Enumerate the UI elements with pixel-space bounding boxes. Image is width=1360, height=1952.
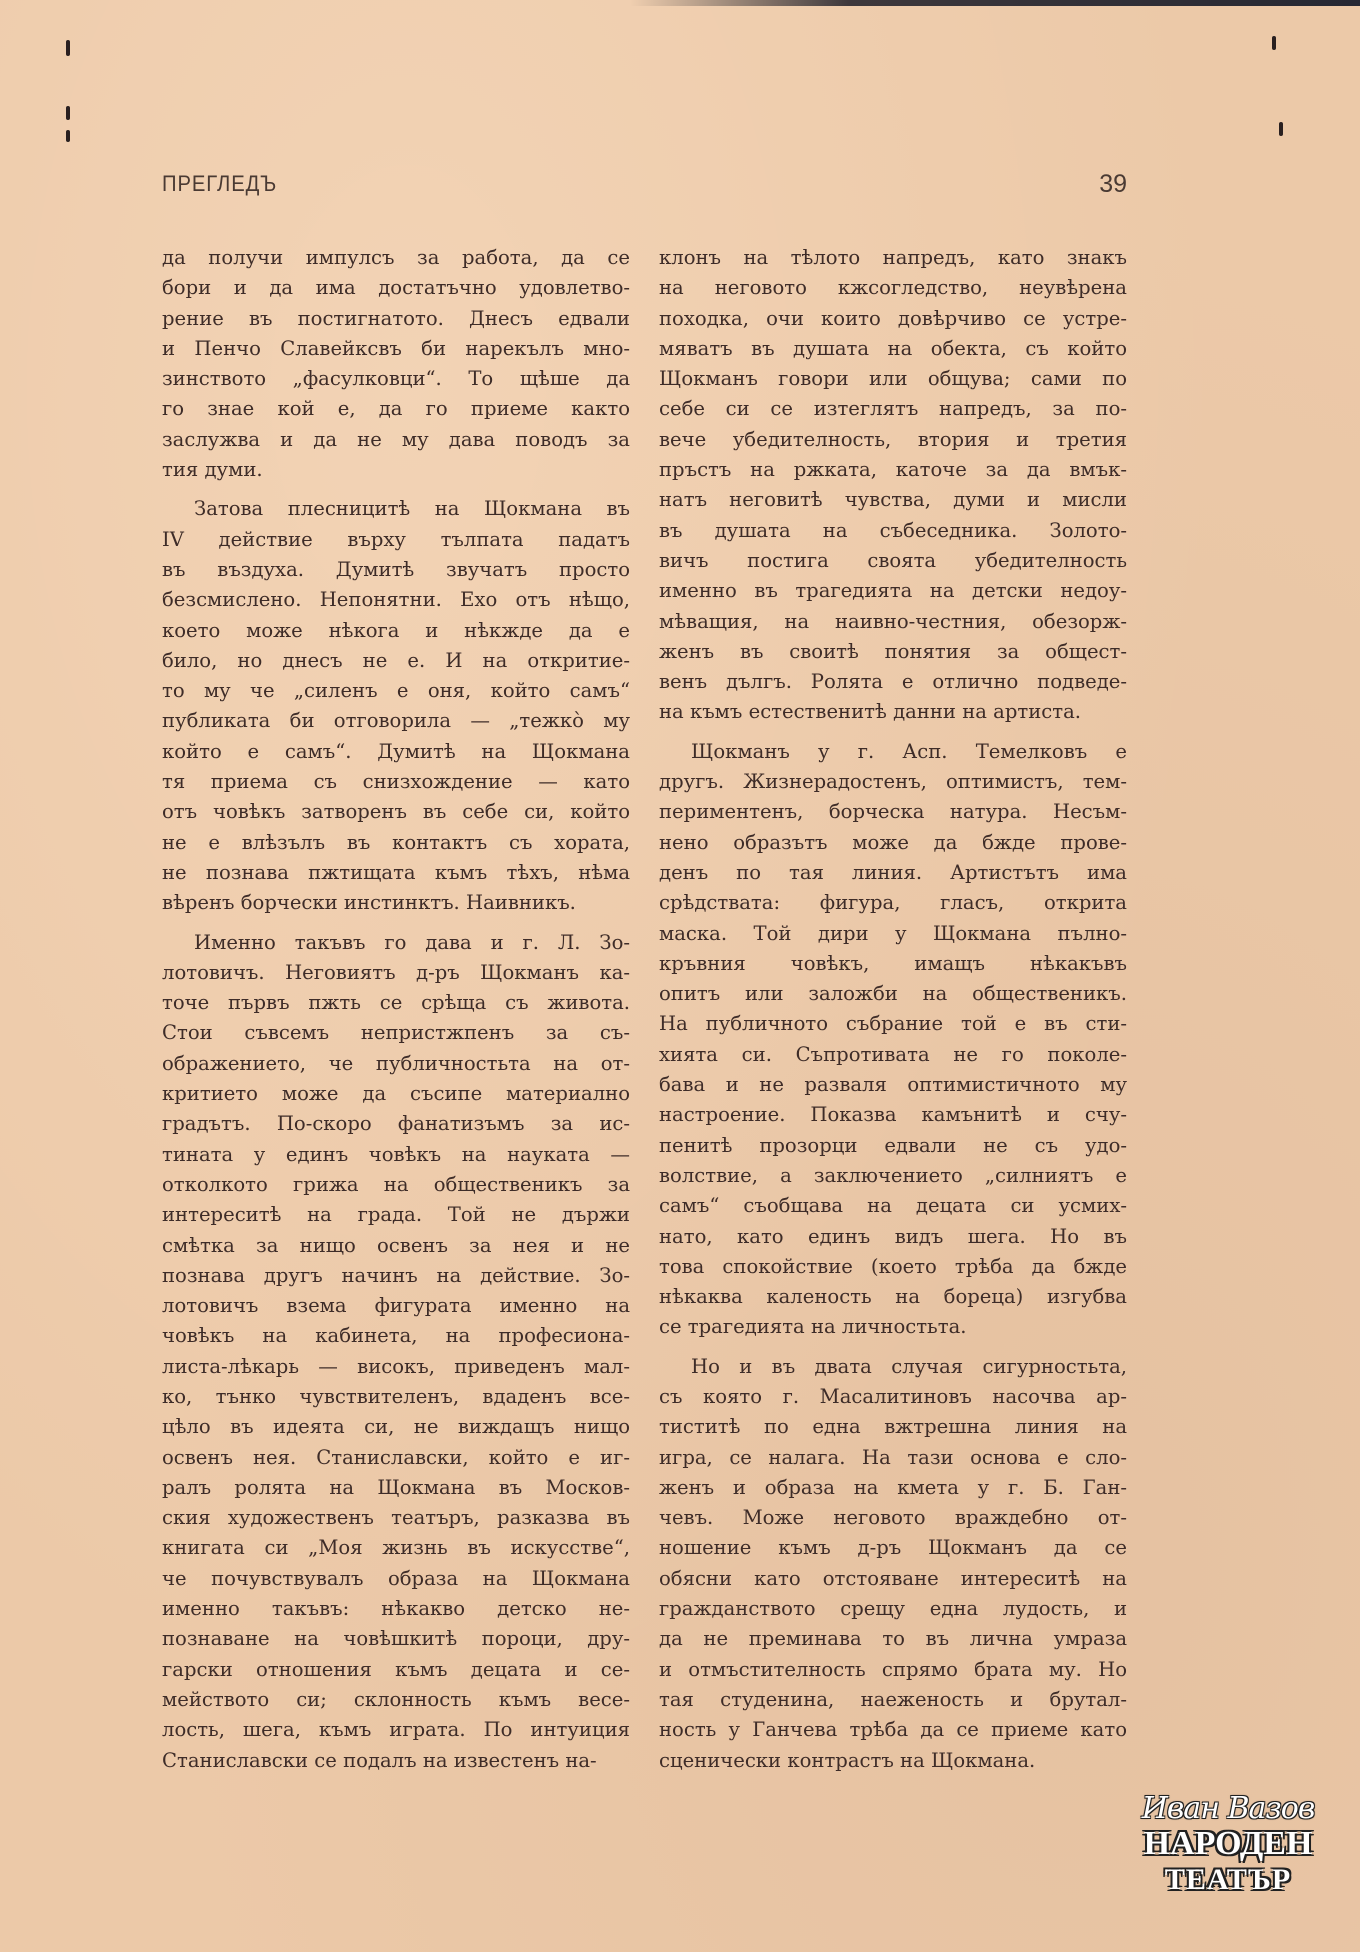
- text-line: женъ въ своитѣ понятия за общест-: [659, 639, 1127, 663]
- national-theatre-logo: [1138, 1792, 1318, 1898]
- text-line: нено образътъ може да бжде прове-: [659, 830, 1127, 854]
- text-line: на къмъ естественитѣ данни на артиста.: [659, 700, 1082, 724]
- text-line: го знае кой е, да го приеме както: [162, 397, 630, 421]
- text-line: маска. Той дири у Щокмана пълно-: [659, 921, 1127, 945]
- text-line: рение въ постигнатото. Днесъ едвали: [162, 306, 630, 330]
- scan-mark: [1279, 122, 1283, 136]
- text-line: въ въздуха. Думитѣ звучатъ просто: [162, 557, 630, 581]
- text-line: критието може да съсипе материално: [162, 1082, 630, 1106]
- text-line: Затова плесницитѣ на Щокмана въ: [194, 497, 630, 521]
- text-line: пенитѣ прозорци едвали не съ удо-: [659, 1133, 1127, 1157]
- text-line: Станиславски се подалъ на известенъ на-: [162, 1748, 597, 1772]
- text-line: самъ“ съобщава на децата си усмих-: [659, 1194, 1127, 1218]
- text-line: вичъ постига своята убедителность: [659, 548, 1127, 572]
- text-line: Стои съвсемъ непристжпенъ за съ-: [162, 1021, 630, 1045]
- text-line: клонъ на тѣлото напредъ, като знакъ: [659, 246, 1127, 269]
- text-line: и Пенчо Славейксвъ би нарекълъ мно-: [162, 336, 630, 360]
- running-head: ПРЕГЛЕДЪ: [162, 171, 278, 196]
- text-line: походка, очи които довѣрчиво се устре-: [659, 306, 1127, 330]
- scan-top-edge: [630, 0, 1360, 6]
- text-line: игра, се налага. На тази основа е сло-: [659, 1445, 1127, 1469]
- text-line: лотовичъ взема фигурата именно на: [162, 1294, 630, 1318]
- logo-line-2: ТЕАТЪР: [1164, 1863, 1292, 1896]
- text-line: се трагедията на личностьта.: [659, 1315, 967, 1339]
- text-line: денъ по тая линия. Артистътъ има: [659, 860, 1127, 884]
- text-line: съ която г. Масалитиновъ насочва ар-: [659, 1384, 1127, 1408]
- text-line: тя приема съ снизхождение — като: [162, 770, 630, 794]
- text-line: ския художественъ театъръ, разказва въ: [162, 1506, 630, 1530]
- scan-mark: [66, 106, 70, 120]
- text-line: нѣкаква каленость на бореца) изгубва: [659, 1285, 1127, 1309]
- text-line: на неговото кжсогледство, неувѣрена: [659, 276, 1127, 300]
- left-column: [162, 243, 630, 1785]
- text-line: ображението, че публичностьта на от-: [162, 1051, 630, 1075]
- text-line: не е влѣзълъ въ контактъ съ хората,: [162, 830, 630, 854]
- text-line: тиститѣ по една вжтрешна линия на: [659, 1415, 1127, 1439]
- paragraph: [659, 1352, 1127, 1776]
- text-line: настроение. Показва камънитѣ и счу-: [659, 1103, 1127, 1127]
- text-line: ность у Ганчева трѣба да се приеме като: [659, 1718, 1127, 1742]
- text-line: че почувствувалъ образа на Щокмана: [162, 1566, 630, 1590]
- text-line: срѣдствата: фигура, гласъ, открита: [659, 891, 1127, 915]
- text-line: човѣкъ на кабинета, на професиона-: [162, 1324, 630, 1348]
- text-line: гражданството срещу една лудость, и: [659, 1597, 1127, 1621]
- paragraph: [162, 928, 630, 1776]
- text-line: заслужва и да не му дава поводъ за: [162, 427, 630, 451]
- text-line: мяватъ въ душата на обекта, съ който: [659, 336, 1127, 360]
- text-line: волствие, а заключението „силниятъ е: [659, 1163, 1127, 1187]
- text-line: Но и въ двата случая сигурностьта,: [691, 1354, 1127, 1378]
- text-line: именно въ трагедията на детски недоу-: [659, 579, 1127, 603]
- text-line: цѣло въ идеята си, не виждащъ нищо: [162, 1415, 630, 1439]
- text-line: хията си. Съпротивата не го поколе-: [659, 1042, 1127, 1066]
- text-line: ко, тънко чувствителенъ, вдаденъ все-: [162, 1384, 630, 1408]
- text-line: книгата си „Моя жизнь въ искусстве“,: [162, 1536, 630, 1560]
- scan-mark: [66, 130, 70, 142]
- text-line: отъ човѣкъ затворенъ въ себе си, който: [162, 800, 630, 824]
- text-line: другъ. Жизнерадостенъ, оптимистъ, тем-: [659, 770, 1127, 794]
- right-column: [659, 243, 1127, 1785]
- text-line: публиката би отговорила — „тежкò му: [162, 709, 630, 733]
- logo-line-1: НАРОДЕН: [1143, 1825, 1313, 1862]
- text-line: и отмъстителность спрямо брата му. Но: [659, 1657, 1127, 1681]
- text-line: нато, като единъ видъ шега. Но въ: [659, 1224, 1127, 1248]
- text-line: гарски отношения къмъ децата и се-: [162, 1657, 630, 1681]
- text-line: пръстъ на ржката, каточе за да вмък-: [659, 458, 1127, 482]
- text-line: тия думи.: [162, 458, 263, 482]
- text-line: Щокманъ говори или общува; сами по: [659, 367, 1127, 391]
- text-line: венъ дългъ. Ролята е отлично подведе-: [659, 670, 1127, 694]
- text-line: точе първъ пжть се срѣща съ живота.: [162, 991, 630, 1015]
- text-line: това спокойствие (което трѣба да бжде: [659, 1254, 1127, 1278]
- text-line: ралъ ролята на Щокмана въ Москов-: [162, 1475, 630, 1499]
- text-line: било, но днесъ не е. И на откритие-: [162, 648, 630, 672]
- text-line: лость, шега, къмъ играта. По интуиция: [162, 1718, 630, 1742]
- text-line: което може нѣкога и нѣкжде да е: [162, 618, 630, 642]
- text-line: познава другъ начинъ на действие. Зо-: [162, 1263, 630, 1287]
- text-line: освенъ нея. Станиславски, който е иг-: [162, 1445, 630, 1469]
- text-line: вѣренъ борчески инстинктъ. Наивникъ.: [162, 891, 576, 915]
- text-line: познаване на човѣшкитѣ пороци, дру-: [162, 1627, 630, 1651]
- text-line: да не преминава то въ лична умраза: [659, 1627, 1127, 1651]
- text-line: обясни като отстояване интереситѣ на: [659, 1566, 1127, 1590]
- text-line: периментенъ, борческа натура. Несъм-: [659, 800, 1127, 824]
- text-line: чевъ. Може неговото враждебно от-: [659, 1506, 1127, 1530]
- paragraph: [162, 243, 630, 485]
- text-line: кръвния човѣкъ, имащъ нѣкакъвъ: [659, 951, 1127, 975]
- scan-mark: [66, 40, 70, 56]
- text-line: зинството „фасулковци“. То щѣше да: [162, 367, 630, 391]
- text-line: мейството си; склонность къмъ весе-: [162, 1687, 630, 1711]
- text-line: женъ и образа на кмета у г. Б. Ган-: [659, 1475, 1127, 1499]
- text-line: въ душата на събеседника. Золото-: [659, 518, 1127, 542]
- text-line: интереситѣ на града. Той не държи: [162, 1203, 630, 1227]
- text-line: лотовичъ. Неговиятъ д-ръ Щокманъ ка-: [162, 960, 630, 984]
- text-line: опитъ или заложби на общественикъ.: [659, 982, 1127, 1006]
- text-line: ношение къмъ д-ръ Щокманъ да се: [659, 1536, 1127, 1560]
- paragraph: [659, 243, 1127, 728]
- text-line: именно такъвъ: нѣкакво детско не-: [162, 1597, 630, 1621]
- text-line: тината у единъ човѣкъ на науката —: [162, 1142, 630, 1166]
- text-line: вече убедителность, втория и третия: [659, 427, 1127, 451]
- text-line: който е самъ“. Думитѣ на Щокмана: [162, 739, 630, 763]
- text-line: тая студенина, наеженость и брутал-: [659, 1687, 1127, 1711]
- text-line: безсмислено. Непонятни. Ехо отъ нѣщо,: [162, 588, 630, 612]
- text-line: не познава пжтищата къмъ тѣхъ, нѣма: [162, 860, 630, 884]
- text-line: градътъ. По-скоро фанатизъмъ за ис-: [162, 1112, 630, 1136]
- text-line: натъ неговитѣ чувства, думи и мисли: [659, 488, 1127, 512]
- text-line: то му че „силенъ е оня, който самъ“: [162, 679, 630, 703]
- text-line: отколкото грижа на общественикъ за: [162, 1172, 630, 1196]
- text-line: сценически контрастъ на Щокмана.: [659, 1748, 1036, 1772]
- text-line: IV действие върху тълпата падатъ: [162, 527, 630, 551]
- page-number: 39: [1099, 170, 1127, 198]
- paragraph: [659, 737, 1127, 1343]
- scan-mark: [1272, 36, 1276, 50]
- text-line: мѣващия, на наивно-честния, обезорж-: [659, 609, 1127, 633]
- text-line: бава и не разваля оптимистичното му: [659, 1073, 1127, 1097]
- text-line: На публичното събрание той е въ сти-: [659, 1012, 1127, 1036]
- text-line: Именно такъвъ го дава и г. Л. Зо-: [194, 930, 630, 954]
- text-line: смѣтка за нищо освенъ за нея и не: [162, 1233, 630, 1257]
- text-line: Щокманъ у г. Асп. Темелковъ е: [691, 739, 1127, 763]
- paragraph: [162, 494, 630, 918]
- text-line: листа-лѣкарь — високъ, приведенъ мал-: [162, 1354, 630, 1378]
- text-line: бори и да има достатъчно удовлетво-: [162, 276, 630, 300]
- logo-signature: Иван Вазов: [1141, 1791, 1315, 1826]
- text-line: себе си се изтеглятъ напредъ, за по-: [659, 397, 1127, 421]
- text-line: да получи импулсъ за работа, да се: [162, 246, 630, 269]
